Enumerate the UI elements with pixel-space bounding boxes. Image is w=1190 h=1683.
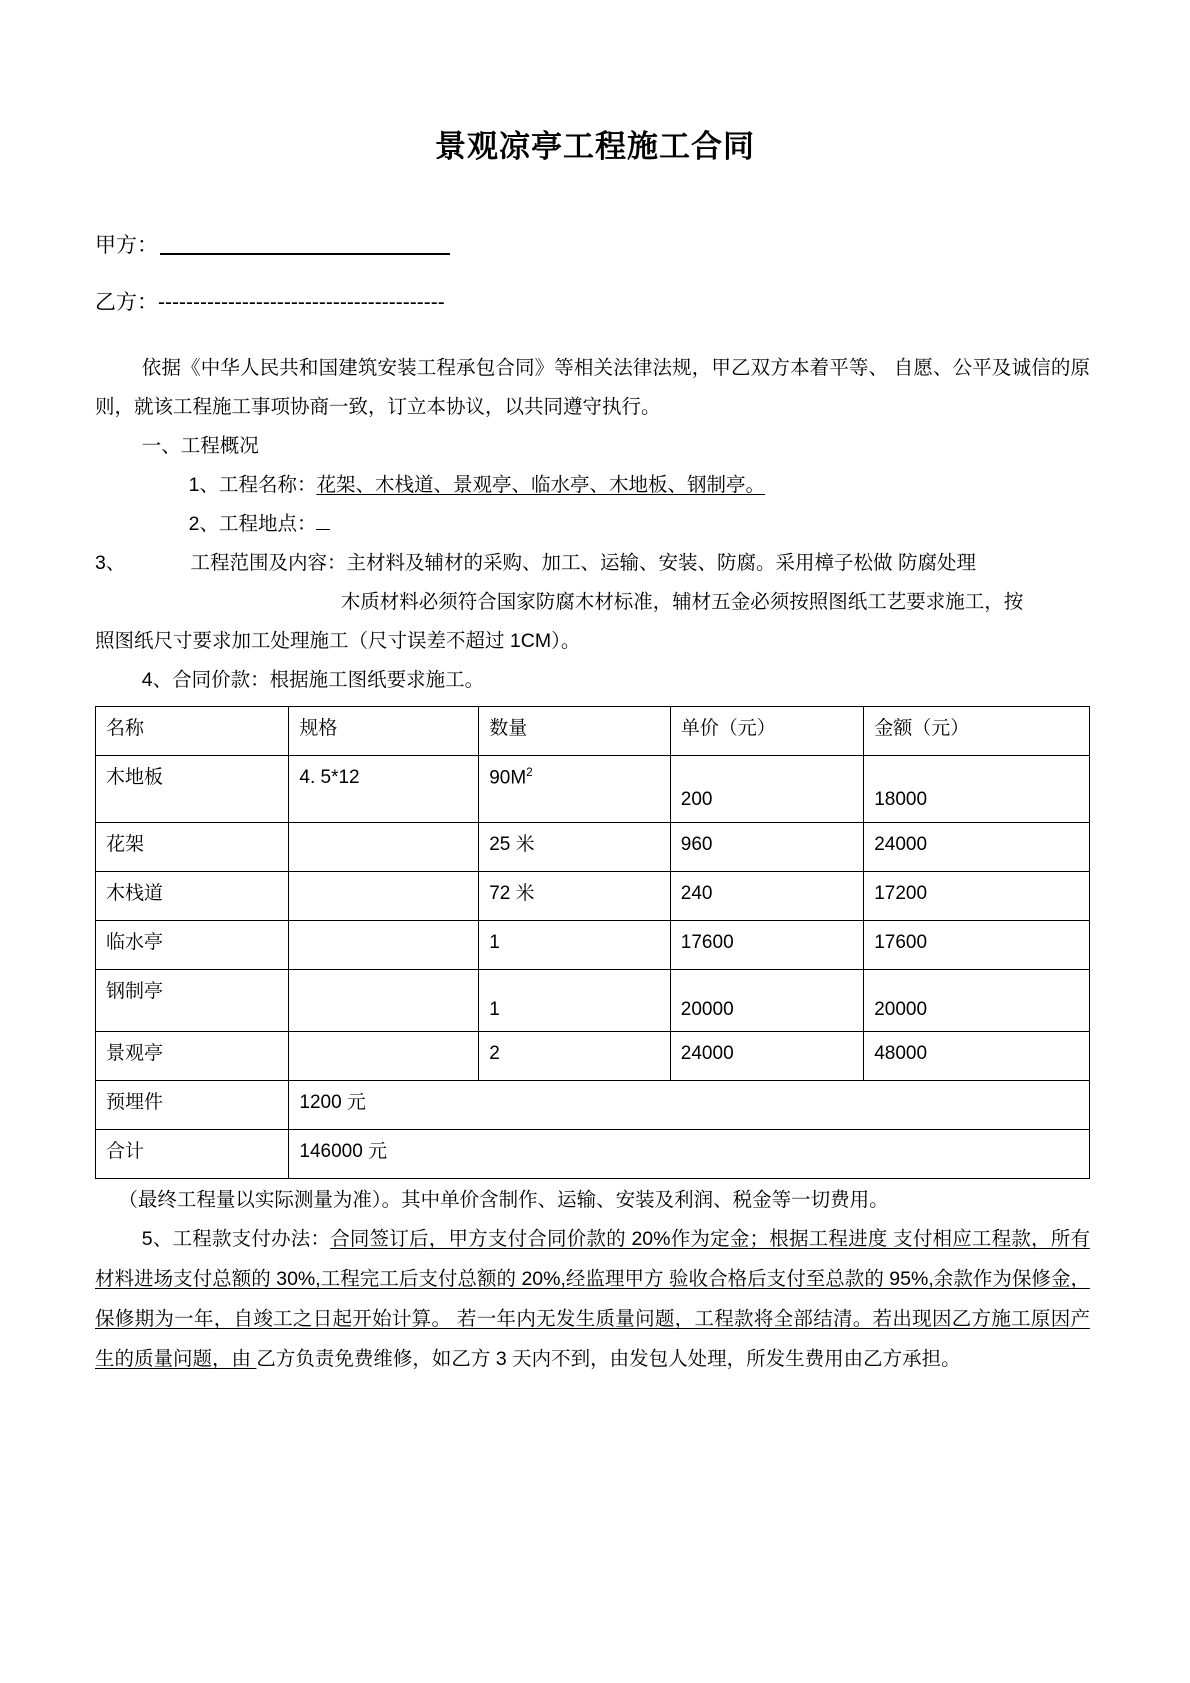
- cell-spec: [289, 920, 479, 969]
- cell-amount-value: 18000: [874, 789, 928, 811]
- item-5-underlined-text: 合同签订后，甲方支付合同价款的 20%作为定金；根据工程进度 支付相应工程款，所有材料进场支付总额的 30%,工程完工后支付总额的 20%,经监理甲方 验收合格后支付至总款的 95%,余款作为保修金，保修期为一年，自竣工之日起开始计算。 若一年内无发生质量问题，工程款将全部结清。若出现因乙方施工原因产生的质量问题，由: [95, 1228, 1090, 1371]
- item-3-text-2: 木质材料必须符合国家防腐木材标准，辅材五金必须按照图纸工艺要求施工，按: [340, 591, 1024, 614]
- document-body: [0, 235, 1190, 1380]
- item-3-number: 3、: [95, 552, 126, 575]
- table-row: [96, 756, 1090, 823]
- cell-name: 钢制亭: [96, 969, 289, 1032]
- party-b-blank-field[interactable]: -----------------------------------------: [158, 291, 445, 315]
- header-cell-price: 单价（元）: [670, 707, 863, 756]
- header-cell-qty: 数量: [479, 707, 671, 756]
- item-2-value-blank[interactable]: [316, 529, 330, 530]
- cell-qty: 25 米: [479, 822, 671, 871]
- item-3-scope-line-3: [95, 622, 1090, 661]
- item-3-text-1: 工程范围及内容：主材料及辅材的采购、加工、运输、安装、防腐。采用樟子松做 防腐处理: [190, 552, 976, 575]
- section-one-heading: 一、工程概况: [141, 435, 259, 458]
- table-row: [96, 822, 1090, 871]
- party-a-line: [95, 235, 1090, 256]
- page-title: 景观凉亭工程施工合同: [435, 129, 755, 164]
- table-header-row: [96, 707, 1090, 756]
- cell-qty: 1: [479, 920, 671, 969]
- cell-spec: [289, 969, 479, 1032]
- party-a-blank-field[interactable]: [160, 253, 450, 255]
- cell-spec: 4. 5*12: [289, 756, 479, 823]
- table-row: [96, 920, 1090, 969]
- item-3-text-3: 照图纸尺寸要求加工处理施工（尺寸误差不超过 1CM）。: [95, 630, 581, 653]
- party-b-line: [95, 292, 1090, 313]
- price-table-body: [96, 707, 1090, 1179]
- cell-amount: 48000: [864, 1032, 1090, 1081]
- item-3-scope-line-2: [95, 583, 1090, 622]
- item-5-payment-terms: [95, 1220, 1090, 1380]
- item-2-label: 工程地点：: [218, 513, 317, 536]
- header-cell-name: 名称: [96, 707, 289, 756]
- cell-price-value: 200: [680, 789, 713, 811]
- cell-spec: [289, 871, 479, 920]
- cell-name: 景观亭: [96, 1032, 289, 1081]
- cell-value: 146000 元: [289, 1130, 1090, 1179]
- item-2-project-location: [95, 505, 1090, 544]
- party-a-label: 甲方：: [95, 234, 158, 258]
- cell-price-value: 20000: [680, 998, 734, 1020]
- table-row: [96, 871, 1090, 920]
- cell-name: 预埋件: [96, 1081, 289, 1130]
- cell-qty-value: 90M: [489, 767, 527, 789]
- preamble-paragraph: 依据《中华人民共和国建筑安装工程承包合同》等相关法律法规，甲乙双方本着平等、 自愿、公平及诚信的原则，就该工程施工事项协商一致，订立本协议，以共同遵守执行。: [95, 357, 1090, 419]
- item-1-number: 1、: [188, 474, 219, 497]
- cell-amount-value: 20000: [874, 998, 928, 1020]
- cell-name: 木地板: [96, 756, 289, 823]
- cell-qty-superscript: 2: [526, 766, 533, 780]
- cell-value: 1200 元: [289, 1081, 1090, 1130]
- item-1-project-name: [95, 466, 1090, 505]
- table-row: [96, 1032, 1090, 1081]
- header-cell-spec: 规格: [289, 707, 479, 756]
- cell-qty: [479, 756, 671, 823]
- cell-amount: 24000: [864, 822, 1090, 871]
- item-1-value: 花架、木栈道、景观亭、临水亭、木地板、钢制亭。: [316, 474, 765, 497]
- table-note: （最终工程量以实际测量为准）。其中单价含制作、运输、安装及利润、税金等一切费用。: [118, 1189, 889, 1212]
- cell-name: 花架: [96, 822, 289, 871]
- cell-qty: 2: [479, 1032, 671, 1081]
- cell-name: 合计: [96, 1130, 289, 1179]
- table-row-embedded-parts: [96, 1081, 1090, 1130]
- cell-name: 木栈道: [96, 871, 289, 920]
- item-2-number: 2、: [188, 513, 219, 536]
- cell-amount: 17200: [864, 871, 1090, 920]
- item-5-tail-text: 乙方负责免费维修，如乙方 3 天内不到，由发包人处理，所发生费用由乙方承担。: [256, 1348, 961, 1371]
- cell-price: 24000: [670, 1032, 863, 1081]
- table-row-total: [96, 1130, 1090, 1179]
- cell-price: [670, 756, 863, 823]
- cell-amount: 17600: [864, 920, 1090, 969]
- header-cell-amount: 金额（元）: [864, 707, 1090, 756]
- cell-price: 960: [670, 822, 863, 871]
- table-row: [96, 969, 1090, 1032]
- cell-qty: [479, 969, 671, 1032]
- item-5-prefix: 5、工程款支付办法：: [141, 1228, 331, 1251]
- item-3-scope-line-1: [95, 544, 1090, 583]
- cell-price: [670, 969, 863, 1032]
- cell-amount: [864, 969, 1090, 1032]
- cell-spec: [289, 1032, 479, 1081]
- party-b-label: 乙方：: [95, 291, 158, 315]
- cell-qty-value: 1: [489, 998, 500, 1020]
- cell-price: 17600: [670, 920, 863, 969]
- price-table: [95, 706, 1090, 1179]
- cell-price: 240: [670, 871, 863, 920]
- cell-name: 临水亭: [96, 920, 289, 969]
- cell-qty: 72 米: [479, 871, 671, 920]
- item-4-contract-price: 4、合同价款：根据施工图纸要求施工。: [141, 669, 485, 692]
- cell-spec: [289, 822, 479, 871]
- cell-amount: [864, 756, 1090, 823]
- item-1-label: 工程名称：: [218, 474, 317, 497]
